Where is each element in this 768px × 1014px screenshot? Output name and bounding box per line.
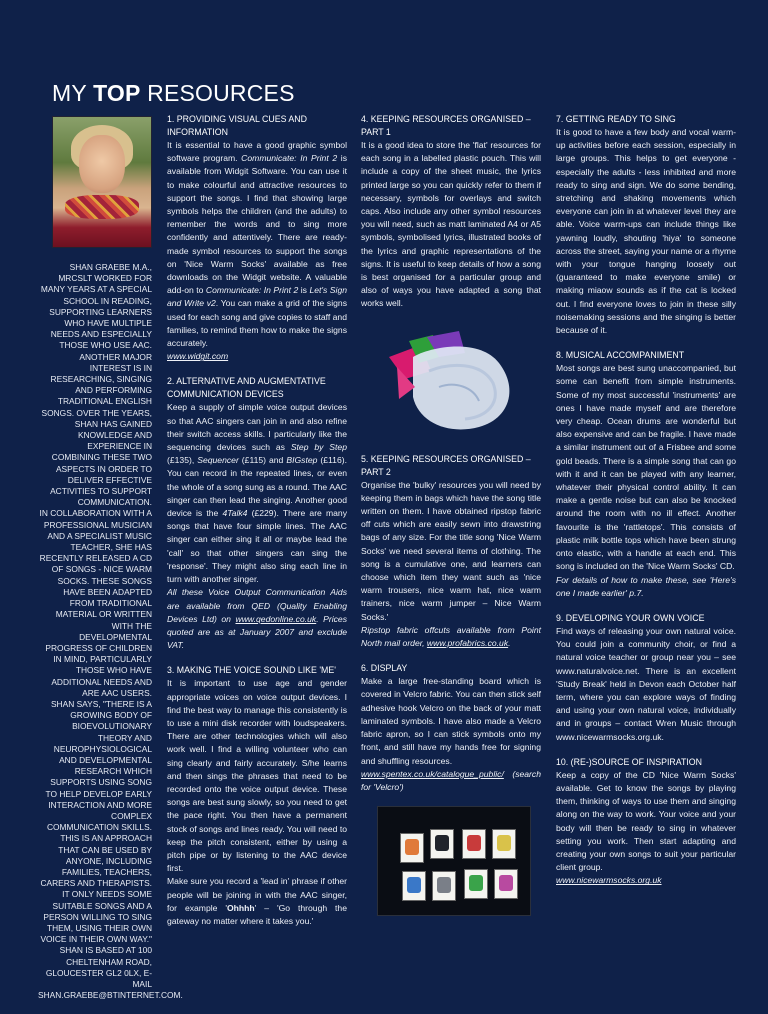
section-body: Find ways of releasing your own natural voice. You could join a community choir, or find a natural voice teacher or group near you – see www.naturalvoice.net. There is an excellent 'Study Break' held in Devon each October half term, where you can explore ways of finding and using your own natural voice, individually and in groups – contact Wren Music through www.nicewarmsocks.org.uk. xyxy=(556,625,736,742)
title-suffix: RESOURCES xyxy=(140,80,295,106)
section-note: All these Voice Output Communication Aids are available from QED (Quality Enabling Devices Ltd) on www.qedonline.co.uk. Prices quoted are as at January 2007 and exclude VAT. xyxy=(167,587,347,651)
section-heading: 6. DISPLAY xyxy=(361,663,408,674)
bio-paragraph: SHAN SAYS, "THERE IS A GROWING BODY OF BIOEVOLUTIONARY THEORY AND NEUROPHYSIOLOGICAL AND DEVELOPMENTAL RESEARCH WHICH SUPPORTS USING SONG TO HELP DEVELOP EARLY INTERACTION AND MORE COMPLEX COMMUNICATION SKILLS. THIS IS AN APPROACH THAT CAN BE USED BY ANYONE, INCLUDING FAMILIES, TEACHERS, CARERS AND THERAPISTS. IT ONLY NEEDS SOME SUITABLE SONGS AND A PERSON WILLING TO SING THEM, USING THEIR OWN VOICE IN THEIR OWN WAY." xyxy=(40,698,152,945)
section-heading: 5. KEEPING RESOURCES ORGANISED – PART 2 xyxy=(361,453,531,477)
spentex-link[interactable]: www.spentex.co.uk/catalogue_public/ xyxy=(361,768,504,779)
title-prefix: MY xyxy=(52,80,94,106)
section-body: It is a good idea to store the 'flat' resources for each song in a labelled plastic pouch. This will include a copy of the sheet music, the lyrics printed large so you can quickly refer to them if necessary, symbols for overlays and switch caps. Also include any other symbol resources you will need, such as matt laminated A4 or A5 symbols, symbolised lyrics, illustrated books of the lyrics and graphic representations of the signs. It is useful to keep details of how a song is best organised for a particular group and also of ways you have adapted a song that works well. xyxy=(361,140,541,309)
section-heading: 2. ALTERNATIVE AND AUGMENTATIVE COMMUNICATION DEVICES xyxy=(167,376,326,400)
section-body: Keep a supply of simple voice output devices so that AAC singers can join in and also refine their switch access skills. I particularly like the sequencing devices such as Step by Step (£135), Sequencer (£115) and BIGstep (£116). You can record in the repeated lines, or even the whole of a song sung as a round. The AAC singer can then lead the singing. Another good device is the 4Talk4 (£229). There are many songs that have four simple lines. The AAC singer can either sing it all or maybe lead the 'call' so that other singers can sing the 'response'. They might also sing each line in turn with another singer. xyxy=(167,402,347,585)
section-body: It is important to use age and gender appropriate voices on voice output devices. I find the best way to manage this consistently is to use a mini disk recorder with loudspeakers. There are other technologies which will also work well. I find a willing volunteer who can sing clearly and fairly accurately. S/he learns and then sings the phrases that need to be recorded onto the voice output device. These songs are best sung slowly, so you need to get the pace right. You then have a permanent stock of songs and lines ready. You will need to keep the pitch consistent, either by using a pitch pipe or by listening to the AAC device first. xyxy=(167,678,347,874)
author-photo xyxy=(52,116,152,248)
bio-paragraph: SHAN GRAEBE M.A., MRCSLT WORKED FOR MANY YEARS AT A SPECIAL SCHOOL IN READING, SUPPORTING LEARNERS WHO HAVE MULTIPLE NEEDS AND ESPECIALLY THOSE WHO USE AAC. ANOTHER MAJOR INTEREST IS IN RESEARCHING, SINGING AND PERFORMING TRADITIONAL ENGLISH SONGS. OVER THE YEARS, SHAN HAS GAINED KNOWLEDGE AND EXPERIENCE IN COMBINING THESE TWO ASPECTS IN ORDER TO DELIVER EFFECTIVE ACTIVITIES TO SUPPORT COMMUNICATION. xyxy=(40,262,152,508)
section-heading: 8. MUSICAL ACCOMPANIMENT xyxy=(556,350,685,361)
section-heading: 1. PROVIDING VISUAL CUES AND INFORMATION xyxy=(167,114,307,137)
page-title xyxy=(52,80,295,107)
title-bold: TOP xyxy=(93,80,141,106)
section-note: www.spentex.co.uk/catalogue_public/ (search for 'Velcro') xyxy=(361,768,541,792)
section-heading: 4. KEEPING RESOURCES ORGANISED – PART 1 xyxy=(361,114,531,137)
widgit-link[interactable]: www.widgit.com xyxy=(167,351,229,362)
section-heading: 9. DEVELOPING YOUR OWN VOICE xyxy=(556,612,705,623)
fabric-bags-photo xyxy=(369,327,533,439)
qed-link[interactable]: www.qedonline.co.uk xyxy=(235,613,317,624)
section-body: It is essential to have a good graphic symbol software program. Communicate: In Print 2 is available from Widgit Software. You can use it to make colourful and attractive resources to support the songs. I find that showing large symbols helps the children (and the adults) to remember the words and to sing more confidently and attentively. There are ready-made symbol resources to support the songs on 'Nice Warm Socks' available as free downloads on the Widgit website. A valuable add-on to Communicate: In Print 2 is Let's Sign and Write v2. You can make a grid of the signs used for each song and give copies to staff and families, to remind them how to make the signs accurately. xyxy=(167,140,348,349)
profabrics-link[interactable]: www.profabrics.co.uk xyxy=(426,638,509,649)
section-heading: 10. (RE-)SOURCE OF INSPIRATION xyxy=(556,756,702,767)
section-heading: 7. GETTING READY TO SING xyxy=(556,114,676,124)
section-body: Keep a copy of the CD 'Nice Warm Socks' available. Get to know the songs by playing them, thinking of ways to use them and singing along on the way to work. Your voice and your body will then be ready to sing in whatever setting you work. Then start adapting and creating your own songs to suit your particular client group. xyxy=(556,769,736,873)
section-body: It is good to have a few body and vocal warm-up activities before each session, especially in large groups. This helps to get everyone - especially the adults - less inhibited and more ready to sing and sign. We do some bending, stretching and shaking movements which everyone can join in at whatever level they are able. Voice warm-ups can include things like yawning loudly, shouting 'hiya' to someone across the street, saying your name or a rhyme with your tongue hanging loosely out (guaranteed to make everyone smile) or making miaow sounds as if the cat is locked out. I find everyone loves to join in these silly noisemaking sessions and the singing is better because of it. xyxy=(556,127,736,336)
column-1 xyxy=(167,113,347,928)
section-heading: 3. MAKING THE VOICE SOUND LIKE 'ME' xyxy=(167,665,336,676)
symbol-board-photo xyxy=(377,806,531,916)
nicewarmsocks-link[interactable]: www.nicewarmsocks.org.uk xyxy=(556,875,662,886)
section-body: Make sure you record a 'lead in' phrase if other people will be joining in with the AAC singer, for example 'Ohhhh' – 'Go through the gateway no matter where it takes you.' xyxy=(167,876,347,926)
author-bio xyxy=(38,262,183,1001)
section-note: For details of how to make these, see 'Here's one I made earlier' p.7. xyxy=(556,574,736,598)
column-3 xyxy=(556,113,736,888)
column-2 xyxy=(361,113,541,916)
bio-paragraph: IN COLLABORATION WITH A PROFESSIONAL MUSICIAN AND A SPECIALIST MUSIC TEACHER, SHE HAS RECENTLY RELEASED A CD OF SONGS - NICE WARM SOCKS. THESE SONGS HAVE BEEN ADAPTED FROM TRADITIONAL MATERIAL OR WRITTEN WITH THE DEVELOPMENTAL PROGRESS OF CHILDREN IN MIND, PARTICULARLY THOSE WHO HAVE ADDITIONAL NEEDS AND ARE AAC USERS. xyxy=(39,508,152,698)
section-note: Ripstop fabric offcuts available from Point North mail order, www.profabrics.co.uk. xyxy=(361,624,541,649)
section-body: Make a large free-standing board which is covered in Velcro fabric. You can then stick self adhesive hook Velcro on the back of your matt laminated symbols. I have also made a Velcro fabric apron, so I can stick symbols onto my front, and still have my hands free for signing and shuffling resources. xyxy=(361,676,541,766)
bio-paragraph: SHAN IS BASED AT 100 CHELTENHAM ROAD, GLOUCESTER GL2 0LX, E-MAIL SHAN.GRAEBE@BTINTERNET.COM. xyxy=(38,945,183,1001)
section-body: Most songs are best sung unaccompanied, but some can benefit from simple instruments. Some of my most successful 'instruments' are ones I have made myself and are therefore very cheap. Ocean drums are wonderful but also expensive and can be fragile. I have made a similar instrument out of a Frisbee and some gold beads. There is a simple song that can go with it and it can be played with any learner, whatever their physical control ability. It can make a gentle noise but can also be knocked around the room with no ill effect. Another favourite is the 'rattletops'. This consists of plastic milk bottle tops which have been strung onto elastic, with a handle at each end. This song is included on the 'Nice Warm Socks' CD. xyxy=(556,363,736,572)
section-body: Organise the 'bulky' resources you will need by keeping them in bags which have the song title written on them. I have obtained ripstop fabric off cuts which are easily sewn into drawstring bags of any size. For the title song 'Nice Warm Socks' we need several items of clothing. The song is a cumulative one, and learners can choose which item they want such as 'nice warm trousers, nice warm hat, nice warm trainers, nice warm jumper – Nice Warm Socks.' xyxy=(361,479,541,622)
